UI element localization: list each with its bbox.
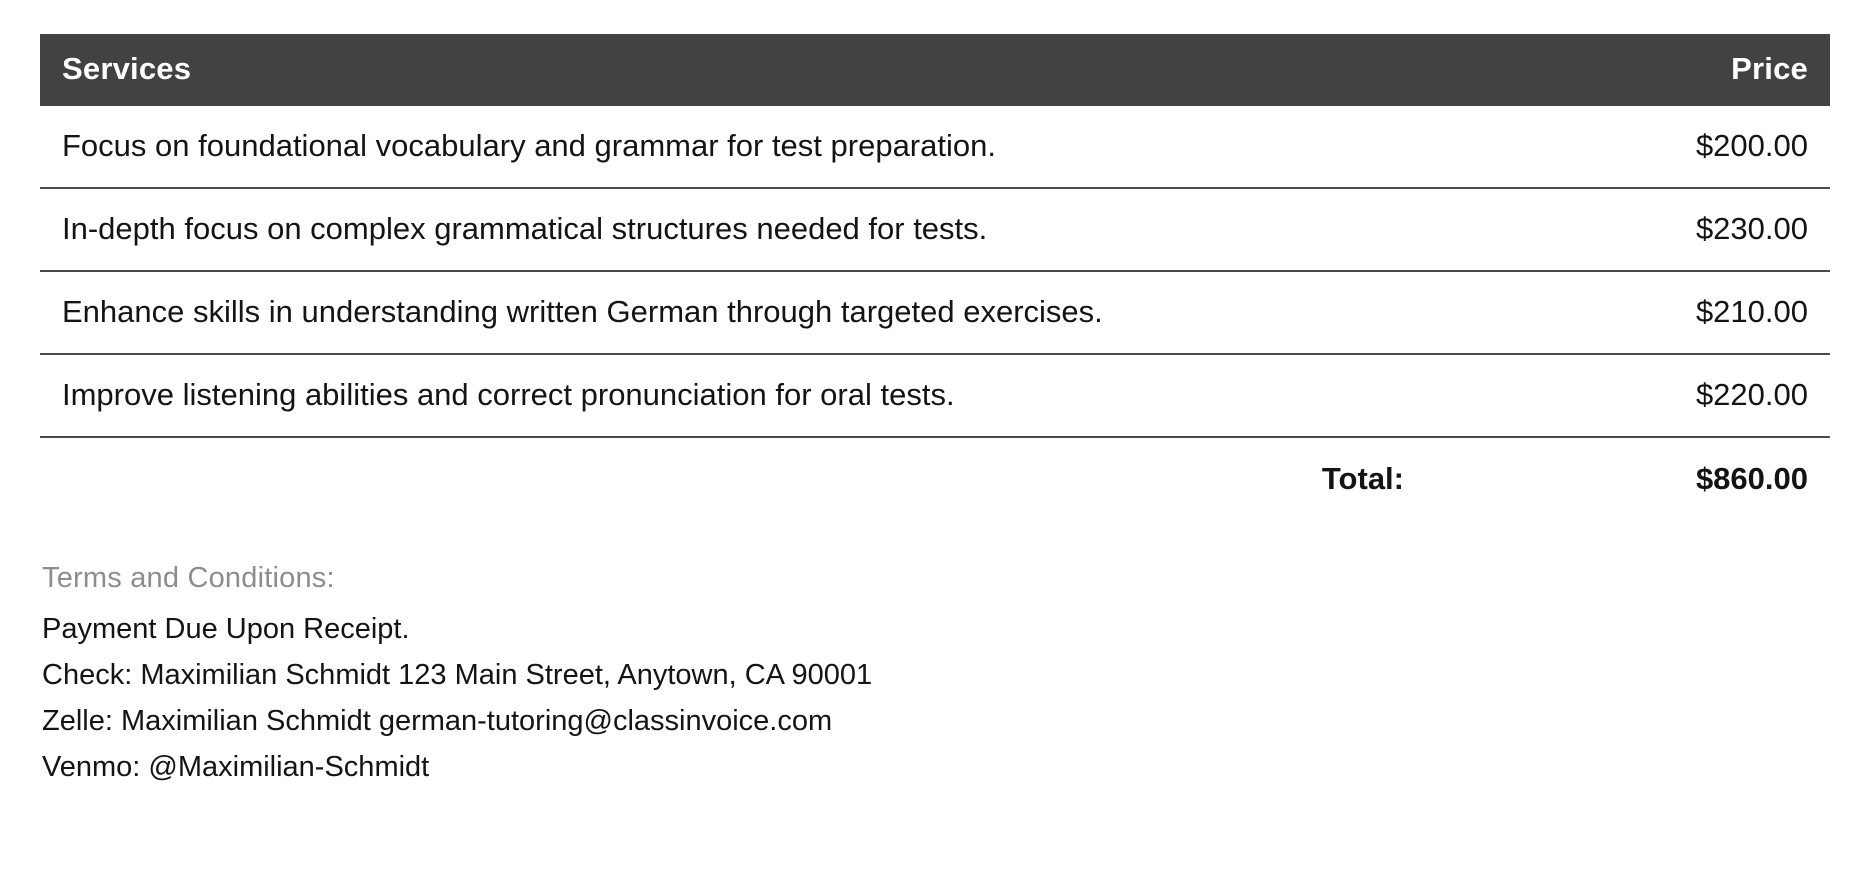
table-body <box>40 106 1830 504</box>
services-table <box>40 34 1830 504</box>
table-header <box>40 34 1830 106</box>
total-value: $860.00 <box>1695 461 1808 497</box>
table-row <box>40 106 1830 188</box>
table-row <box>40 354 1830 437</box>
service-description: Enhance skills in understanding written German through targeted exercises. <box>40 271 1430 354</box>
service-price: $230.00 <box>1430 188 1830 271</box>
terms-title: Terms and Conditions: <box>42 562 335 595</box>
column-header-price: Price <box>1430 34 1830 106</box>
service-price: $210.00 <box>1430 271 1830 354</box>
table-row <box>40 271 1830 354</box>
service-price: $220.00 <box>1430 354 1830 437</box>
terms-line: Payment Due Upon Receipt. <box>42 613 410 646</box>
service-description: Focus on foundational vocabulary and grammar for test preparation. <box>40 106 1430 188</box>
terms-line: Venmo: @Maximilian-Schmidt <box>42 750 430 783</box>
service-price: $200.00 <box>1430 106 1830 188</box>
table-row <box>40 188 1830 271</box>
terms-and-conditions <box>40 562 1828 790</box>
total-label: Total: <box>1321 461 1404 497</box>
column-header-services: Services <box>40 34 1430 106</box>
service-description: In-depth focus on complex grammatical structures needed for tests. <box>40 188 1430 271</box>
table-header-row <box>40 34 1830 106</box>
service-description: Improve listening abilities and correct pronunciation for oral tests. <box>40 354 1430 437</box>
terms-line: Zelle: Maximilian Schmidt german-tutoring@classinvoice.com <box>42 705 833 738</box>
terms-line: Check: Maximilian Schmidt 123 Main Street, Anytown, CA 90001 <box>42 659 873 692</box>
total-row <box>40 437 1830 504</box>
